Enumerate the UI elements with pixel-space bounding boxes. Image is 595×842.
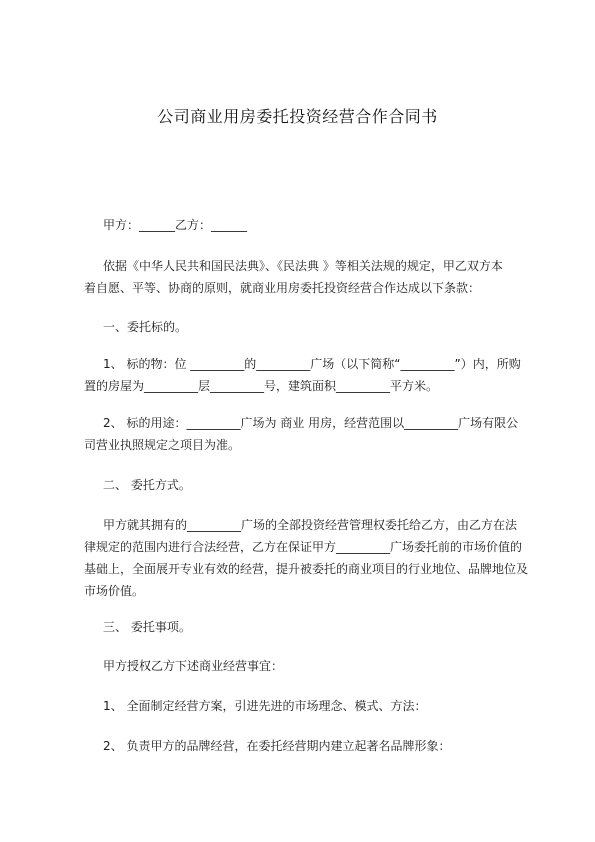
s1-item2-line-2: 司营业执照规定之项目为准。 [84, 438, 241, 452]
section-3-item-2: 2、 负责甲方的品牌经营，在委托经营期内建立起著名品牌形象： [103, 739, 451, 753]
s1-item1-line-1: 1、 标的物：位 _________的_________广场（以下简称“_________”）内，所购 [103, 357, 521, 371]
document-title: 公司商业用房委托投资经营合作合同书 [157, 107, 438, 126]
section-1-item-1 [84, 353, 526, 397]
section-1-item-2 [84, 412, 526, 456]
section-3-intro: 甲方授权乙方下述商业经营事宜： [103, 659, 284, 673]
intro-line-2: 着自愿、平等、协商的原则，就商业用房委托投资经营合作达成以下条款： [84, 281, 481, 295]
section-2-heading: 二、 委托方式。 [103, 478, 191, 492]
section-3-heading: 三、 委托事项。 [103, 620, 191, 634]
s2-line-1: 甲方就其拥有的_________广场的全部投资经营管理权委托给乙方，由乙方在法 [103, 518, 518, 532]
s1-item1-line-2: 置的房屋为_________层_________号，建筑面积_________平方米。 [84, 379, 439, 393]
s1-item2-line-1: 2、 标的用途：_________广场为 商业 用房，经营范围以_________广场有限公 [103, 416, 519, 430]
section-3-item-1: 1、 全面制定经营方案，引进先进的市场理念、模式、方法： [103, 699, 427, 713]
s2-line-3: 基础上，全面展开专业有效的经营，提升被委托的商业项目的行业地位、品牌地位及 [84, 562, 529, 576]
s2-line-4: 市场价值。 [84, 584, 145, 598]
section-1-heading: 一、委托标的。 [103, 320, 188, 334]
intro-line-1: 依据《中华人民共和国民法典》、《民法典 》等相关法规的规定，甲乙双方本 [103, 259, 503, 273]
section-2-paragraph [84, 514, 529, 602]
parties-line: 甲方：______乙方：______ [103, 218, 248, 232]
intro-paragraph [84, 255, 526, 299]
s2-line-2: 律规定的范围内进行合法经营，乙方在保证甲方_________广场委托前的市场价值的 [84, 540, 523, 554]
